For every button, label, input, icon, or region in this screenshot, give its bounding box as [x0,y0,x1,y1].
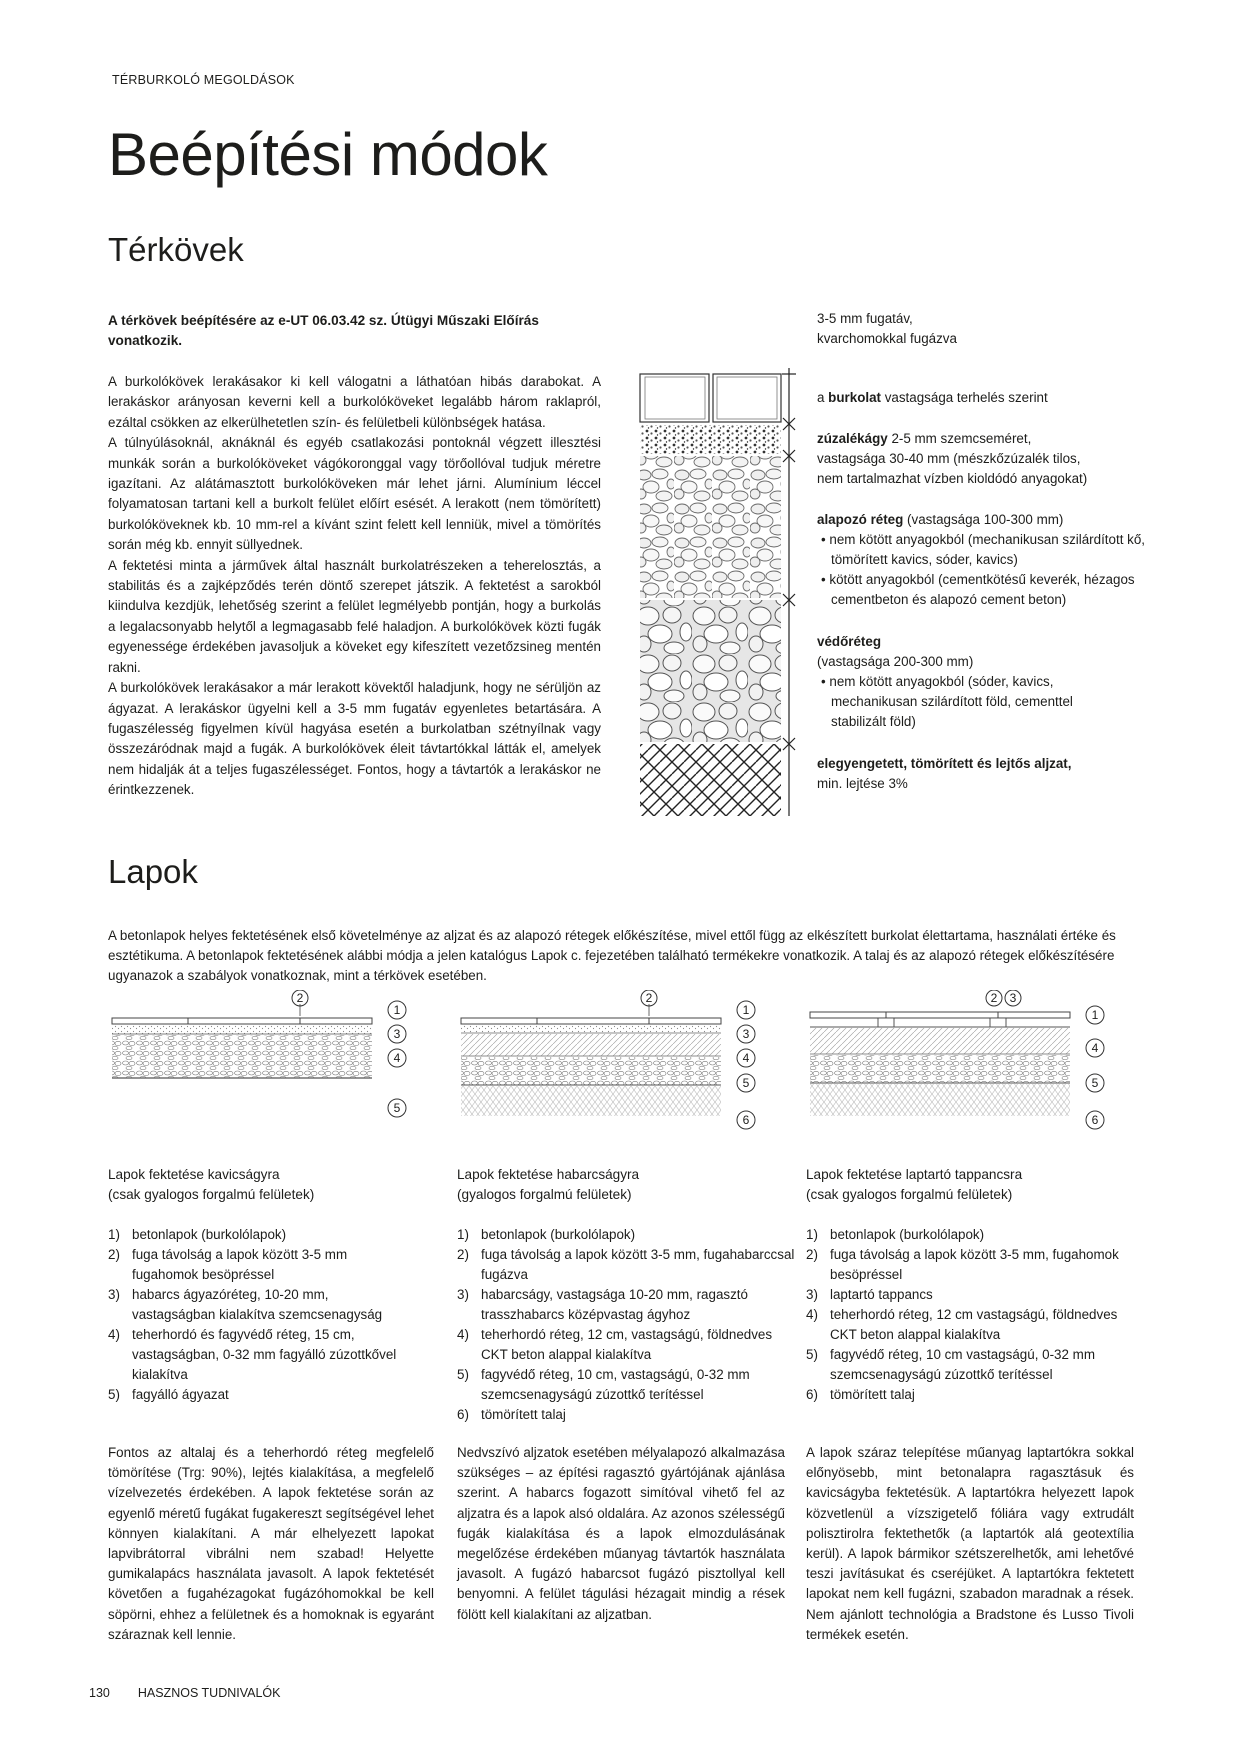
burkolat-layer [640,374,781,422]
lapok-intro: A betonlapok helyes fektetésének első követelménye az aljzat és az alapozó rétegek előkészítése, mivel ettől függ az elkészített burkolat élettartama, használati értéke és esztétikuma. A betonlapok fektetésének alábbi módja a jelen katalógus Lapok c. fejezetében található termékekre vonatkozik. A talaj és az alapozó rétegek előkészítésére ugyanazok a szabályok vonatkoznak, mint a térkövek esetében. [108,928,1116,983]
terko-cross-section-diagram [636,366,796,816]
item-number: 5) [457,1367,469,1382]
item-number: 5) [806,1347,818,1362]
item-text: tömörített talaj [481,1407,566,1422]
item-text: teherhordó és fagyvédő réteg, 15 cm, vastagságban, 0-32 mm fagyálló zúzottkővel kialakítva [132,1327,397,1382]
item-number: 3) [108,1287,120,1302]
legend-text: a [817,390,829,405]
item-text: teherhordó réteg, 12 cm vastagságú, földnedves CKT beton alappal kialakítva [830,1307,1118,1342]
caption-line: Lapok fektetése laptartó tappancsra [806,1167,1023,1182]
list-item [806,1385,1136,1405]
legend-term: védőréteg [817,634,881,649]
diagram-callout: 6 [1091,1113,1099,1127]
list-item [108,1245,408,1285]
terkovek-intro: A térkövek beépítésére az e-UT 06.03.42 sz. Útügyi Műszaki Előírás vonatkozik. [108,313,539,348]
vedoreteg-layer [640,600,781,742]
diagram-callout: 6 [742,1113,750,1127]
item-text: fuga távolság a lapok között 3-5 mm, fugahabarccsal fugázva [481,1247,795,1282]
item-number: 3) [457,1287,469,1302]
page-number: 130 [89,1686,110,1700]
list-item [806,1245,1136,1285]
item-text: betonlapok (burkolólapok) [481,1227,636,1242]
legend-line: vastagsága 30-40 mm (mészkőzúzalék tilos, [817,451,1081,466]
diagram-callout: 5 [1091,1076,1099,1090]
diagram-callout: 5 [742,1076,750,1090]
item-text: fagyvédő réteg, 10 cm, vastagságú, 0-32 mm szemcsenagyságú zúzottkő terítéssel [481,1367,750,1402]
legend-line: min. lejtése 3% [817,776,908,791]
list-item [108,1325,408,1385]
item-text: fagyvédő réteg, 10 cm vastagságú, 0-32 mm szemcsenagyságú zúzottkő terítéssel [830,1347,1095,1382]
laptarto-diagram [806,990,1116,1140]
dimension-line [782,368,796,816]
legend-alapozo-reteg [817,510,1147,610]
item-text: habarcságy, vastagsága 10-20 mm, ragasztó trasszhabarcs középvastag ágyhoz [481,1287,748,1322]
diagram-callout: 4 [393,1051,401,1065]
paragraph-laptarto: A lapok száraz telepítése műanyag laptartókra sokkal előnyösebb, mint betonalapra ragasztásuk és kavicságyba fektetésük. A laptartókra helyezett lapok közvetlenül a vízszigetelő fóliára vagy extrudált polisztirolra fektethetők (a laptartók alá geotextília kerül). A lapok bármikor szétszerelhetők, ami lehetővé teszi javításukat és cseréjüket. A laptartókra fektetett lapokat nem kell fugázni, szabadon maradnak a rések. Nem ajánlott technológia a Bradstone és Lusso Tivoli termékek esetén. [806,1445,1134,1642]
diagram-callout: 2 [296,991,304,1005]
diagram-callout: 3 [393,1027,401,1041]
item-number: 6) [457,1407,469,1422]
diagram-callout: 1 [1091,1008,1099,1022]
caption-line: (gyalogos forgalmú felületek) [457,1187,632,1202]
item-text: habarcs ágyazóréteg, 10-20 mm, vastagságban kialakítva szemcsenagyság [132,1287,383,1322]
item-number: 4) [108,1327,120,1342]
page-title: Beépítési módok [108,121,548,188]
caption-laptarto [806,1165,1022,1205]
list-item [457,1325,797,1365]
legend-line: 3-5 mm fugatáv, [817,311,913,326]
item-number: 4) [806,1307,818,1322]
item-number: 2) [108,1247,120,1262]
legend-text: (vastagsága 100-300 mm) [903,512,1064,527]
legend-term: zúzalékágy [817,431,888,446]
diagram-callout: 4 [1091,1041,1099,1055]
diagram-callout: 2 [990,991,998,1005]
legend-bullet: • nem kötött anyagokból (mechanikusan szilárdított kő, tömörített kavics, sóder, kavics) [821,532,1145,567]
diagram-callout: 1 [393,1003,401,1017]
item-number: 2) [806,1247,818,1262]
list-item [457,1405,797,1425]
item-number: 4) [457,1327,469,1342]
page-footer [89,1686,308,1700]
list-item [806,1285,1136,1305]
section-heading-terkovek: Térkövek [108,231,244,268]
item-number: 1) [457,1227,469,1242]
item-number: 6) [806,1387,818,1402]
kavicsagy-diagram [108,990,418,1130]
list-laptarto [806,1225,1136,1405]
legend-text: vastagsága terhelés szerint [881,390,1048,405]
legend-zuzalekagy [817,429,1087,489]
list-item [457,1245,797,1285]
list-item [108,1225,408,1245]
item-text: fuga távolság a lapok között 3-5 mm, fugahomok besöpréssel [830,1247,1119,1282]
terkovek-paragraph: A fektetési minta a járművek által használt burkolatrészeken a teherelosztás, a stabilitás és a zajképződés terén döntő szerepet játszik. A fektetést a sarokból kiindulva kezdjük, lehetőség szerint a felület legmélyebb pontján, hogy a burkolás a legalacsonyabb helytől a legmagasabb felé haladjon. A burkolókövek közti fugák egyenessége érdekében javasoljuk a köveket egy kifeszített vezetőzsineg mentén rakni. [108,557,601,675]
list-item [806,1225,1136,1245]
diagram-callout: 4 [742,1051,750,1065]
terkovek-body [108,372,601,801]
terkovek-paragraph: A burkolókövek lerakásakor ki kell válogatni a láthatóan hibás darabokat. A lerakáskor arányosan keverni kell a burkolóköveket legalább három raklapról, ezáltal csökken az elkerülhetetlen szín- és felületbeli különbségek hatása. [108,374,601,430]
item-text: betonlapok (burkolólapok) [132,1227,287,1242]
caption-line: Lapok fektetése kavicságyra [108,1167,280,1182]
paragraph-kavicsagy: Fontos az altalaj és a teherhordó réteg megfelelő tömörítése (Trg: 90%), lejtés kialakítása, a megfelelő vízelvezetés érdekében. A lapok fektetése során az egyenlő méretű fugákat fugakereszt segítségével lehet könnyen kialakítani. A már elhelyezett lapokat lapvibrátorral vibrálni nem szabad! Helyette gumikalapács használata javasolt. A lapok fektetését követően a fugahézagokat fugázóhomokkal be kell söpörni, ehhez a felületnek és a homoknak is egyaránt száraznak kell lennie. [108,1445,434,1642]
caption-habarcsagy [457,1165,639,1205]
list-kavicsagy [108,1225,408,1405]
diagram-callout: 2 [645,991,653,1005]
list-item [108,1285,408,1325]
item-text: teherhordó réteg, 12 cm, vastagságú, földnedves CKT beton alappal kialakítva [481,1327,773,1362]
diagram-callout: 1 [742,1003,750,1017]
paragraph-habarcsagy: Nedvszívó aljzatok esetében mélyalapozó alkalmazása szükséges – az építési ragasztó gyártójának ajánlása szerint. A habarcs fogazott simítóval vihető fel az aljzatra és a lapok alsó oldalára. Az azonos szélességű fugák kialakítása és a lapok elmozdulásának megelőzése érdekében műanyag távtartók használata javasolt. A fugázó habarcsot fugázó pisztollyal kell benyomni. A felület tágulási hézagait mindig a rések fölött kell kialakítani az aljzatban. [457,1445,785,1622]
legend-bullet: • kötött anyagokból (cementkötésű keverék, hézagos cementbeton és alapozó cement beton) [821,572,1135,607]
habarcsagy-diagram [457,990,767,1140]
list-item [457,1365,797,1405]
list-item [457,1285,797,1325]
list-item [806,1305,1136,1345]
fugatav-note [817,309,957,349]
alapozo-reteg-layer [640,456,781,598]
page-header: TÉRBURKOLÓ MEGOLDÁSOK [112,73,295,87]
diagram-callout: 3 [742,1027,750,1041]
legend-bullet: • nem kötött anyagokból (sóder, kavics, mechanikusan szilárdított föld, cementtel stabilizált föld) [821,674,1073,729]
legend-vedoreteg [817,632,1077,732]
terkovek-paragraph: A túlnyúlásoknál, aknáknál és egyéb csatlakozási pontoknál végzett illesztési munkák során a burkolóköveket vágókoronggal vagy törőollóval tudjuk méretre igazítani. Az alátámasztott burkolóköveken már lehet járni. Alumínium léccel folyamatosan tartani kell a burkolt felület előírt esését. A lerakott (nem tömörített) burkolóköveknek kb. 10 mm-rel a kívánt szint felett kell lenniük, mivel a tömörítés során még kb. ennyit süllyednek. [108,435,601,553]
item-text: tömörített talaj [830,1387,915,1402]
legend-line: (vastagsága 200-300 mm) [817,654,974,669]
footer-label: HASZNOS TUDNIVALÓK [137,1686,281,1700]
legend-line: nem tartalmazhat vízben kioldódó anyagokat) [817,471,1088,486]
legend-line: kvarchomokkal fugázva [817,331,957,346]
legend-term: elegyengetett, tömörített és lejtős aljzat, [817,756,1072,771]
item-text: fuga távolság a lapok között 3-5 mm fugahomok besöpréssel [132,1247,348,1282]
caption-line: (csak gyalogos forgalmú felületek) [806,1187,1013,1202]
list-item [108,1385,408,1405]
item-number: 5) [108,1387,120,1402]
item-text: laptartó tappancs [830,1287,933,1302]
section-heading-lapok: Lapok [108,853,198,890]
diagram-callout: 5 [393,1101,401,1115]
item-number: 2) [457,1247,469,1262]
legend-term: alapozó réteg [817,512,904,527]
legend-burkolat [817,388,1048,408]
item-text: fagyálló ágyazat [132,1387,229,1402]
item-number: 1) [108,1227,120,1242]
legend-text: 2-5 mm szemcseméret, [887,431,1032,446]
zuzalekagy-layer [640,425,781,454]
item-text: betonlapok (burkolólapok) [830,1227,985,1242]
legend-term: burkolat [828,390,881,405]
item-number: 3) [806,1287,818,1302]
terkovek-paragraph: A burkolókövek lerakásakor a már lerakott kövektől haladjunk, hogy ne sérüljön az ágyazat. A lerakáskor ügyelni kell a 3-5 mm fugatáv egyenletes betartására. A fugaszélesség figyelmen kívül hagyása esetén a burkolatban szétnyílnak vagy összezáródnak majd a fugák. A burkolókövek éleit távtartókkal látták el, amelyek nem hidalják át a teljes fugaszélességet. Fontos, hogy a távtartók a lerakáskor ne érintkezzenek. [108,680,601,798]
aljzat-layer [640,744,781,816]
list-habarcsagy [457,1225,797,1425]
caption-line: Lapok fektetése habarcságyra [457,1167,640,1182]
item-number: 1) [806,1227,818,1242]
legend-aljzat [817,754,1071,794]
caption-kavicsagy [108,1165,314,1205]
caption-line: (csak gyalogos forgalmú felületek) [108,1187,315,1202]
list-item [806,1345,1136,1385]
diagram-callout: 3 [1009,991,1017,1005]
list-item [457,1225,797,1245]
